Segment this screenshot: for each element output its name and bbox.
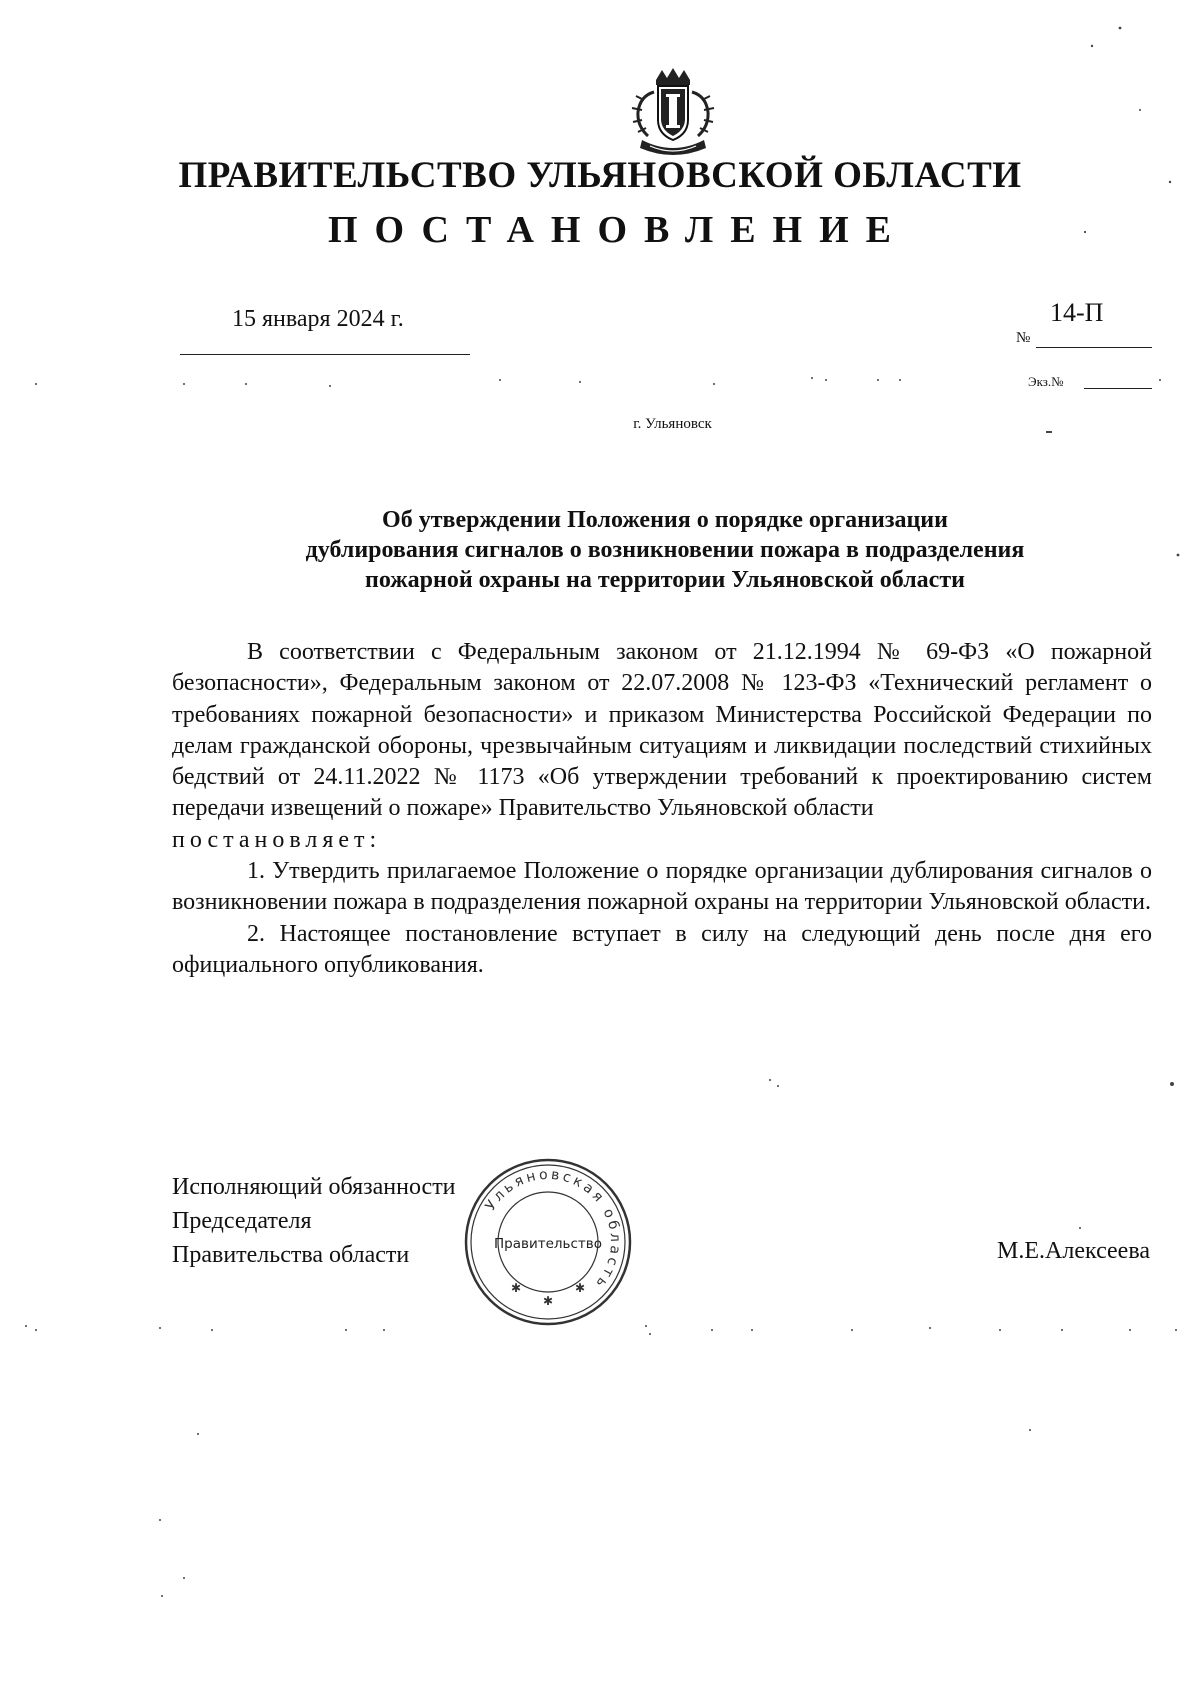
signer-name: М.Е.Алексеева xyxy=(997,1238,1150,1264)
resolution-item: 1. Утвердить прилагаемое Положение о порядке организации дублирования сигналов о возникновении пожара в подразделения пожарной охраны на территории Ульяновской области. xyxy=(172,858,1152,916)
number-label: № xyxy=(1016,330,1031,346)
document-date: 15 января 2024 г. xyxy=(232,306,404,332)
government-name: ПРАВИТЕЛЬСТВО УЛЬЯНОВСКОЙ ОБЛАСТИ xyxy=(178,155,1022,196)
date-underline xyxy=(180,354,470,355)
svg-text:Ульяновская область xyxy=(483,1167,624,1293)
seal-star-icon: ✱ xyxy=(574,1281,586,1295)
number-underline xyxy=(1036,347,1152,348)
resolution-item: 2. Настоящее постановление вступает в силу на следующий день после дня его официального опубликования. xyxy=(172,920,1152,978)
signatory-position xyxy=(172,1170,456,1272)
document-number: 14-П xyxy=(1050,298,1104,327)
document-subject xyxy=(220,505,1110,595)
subject-line: дублирования сигналов о возникновении пожара в подразделения xyxy=(305,537,1025,563)
seal-ring-text: Ульяновская область xyxy=(482,1166,624,1293)
copy-number-label: Экз.№ xyxy=(1028,374,1064,389)
resolves-word: постановляет: xyxy=(172,826,382,853)
ulyanovsk-coat-of-arms-icon xyxy=(620,66,726,162)
seal-star-icon: ✱ xyxy=(542,1294,554,1308)
subject-line: пожарной охраны на территории Ульяновской области xyxy=(365,567,965,593)
position-line: Исполняющий обязанности xyxy=(172,1174,456,1200)
position-line: Председателя xyxy=(172,1208,312,1234)
city-label: г. Ульяновск xyxy=(633,416,712,432)
document-type-heading: ПОСТАНОВЛЕНИЕ xyxy=(327,209,909,251)
position-line: Правительства области xyxy=(172,1242,410,1268)
seal-center-text: Правительство xyxy=(494,1236,602,1252)
document-body xyxy=(172,637,1152,981)
preamble-paragraph: В соответствии с Федеральным законом от 21.12.1994 № 69-ФЗ «О пожарной безопасности», Федеральным законом от 22.07.2008 № 123-ФЗ «Технический регламент о требованиях пожарной безопасности» и приказом Министерства Российской Федерации по делам гражданской обороны, чрезвычайным ситуациям и ликвидации последствий стихийных бедствий от 24.11.2022 № 1173 «Об утверждении требований к проектированию систем передачи извещений о пожаре» Правительство Ульяновской области xyxy=(172,639,1152,822)
copy-number-underline xyxy=(1084,388,1152,389)
seal-star-icon: ✱ xyxy=(510,1281,522,1295)
official-seal-stamp xyxy=(462,1156,634,1328)
subject-line: Об утверждении Положения о порядке организации xyxy=(382,507,948,533)
